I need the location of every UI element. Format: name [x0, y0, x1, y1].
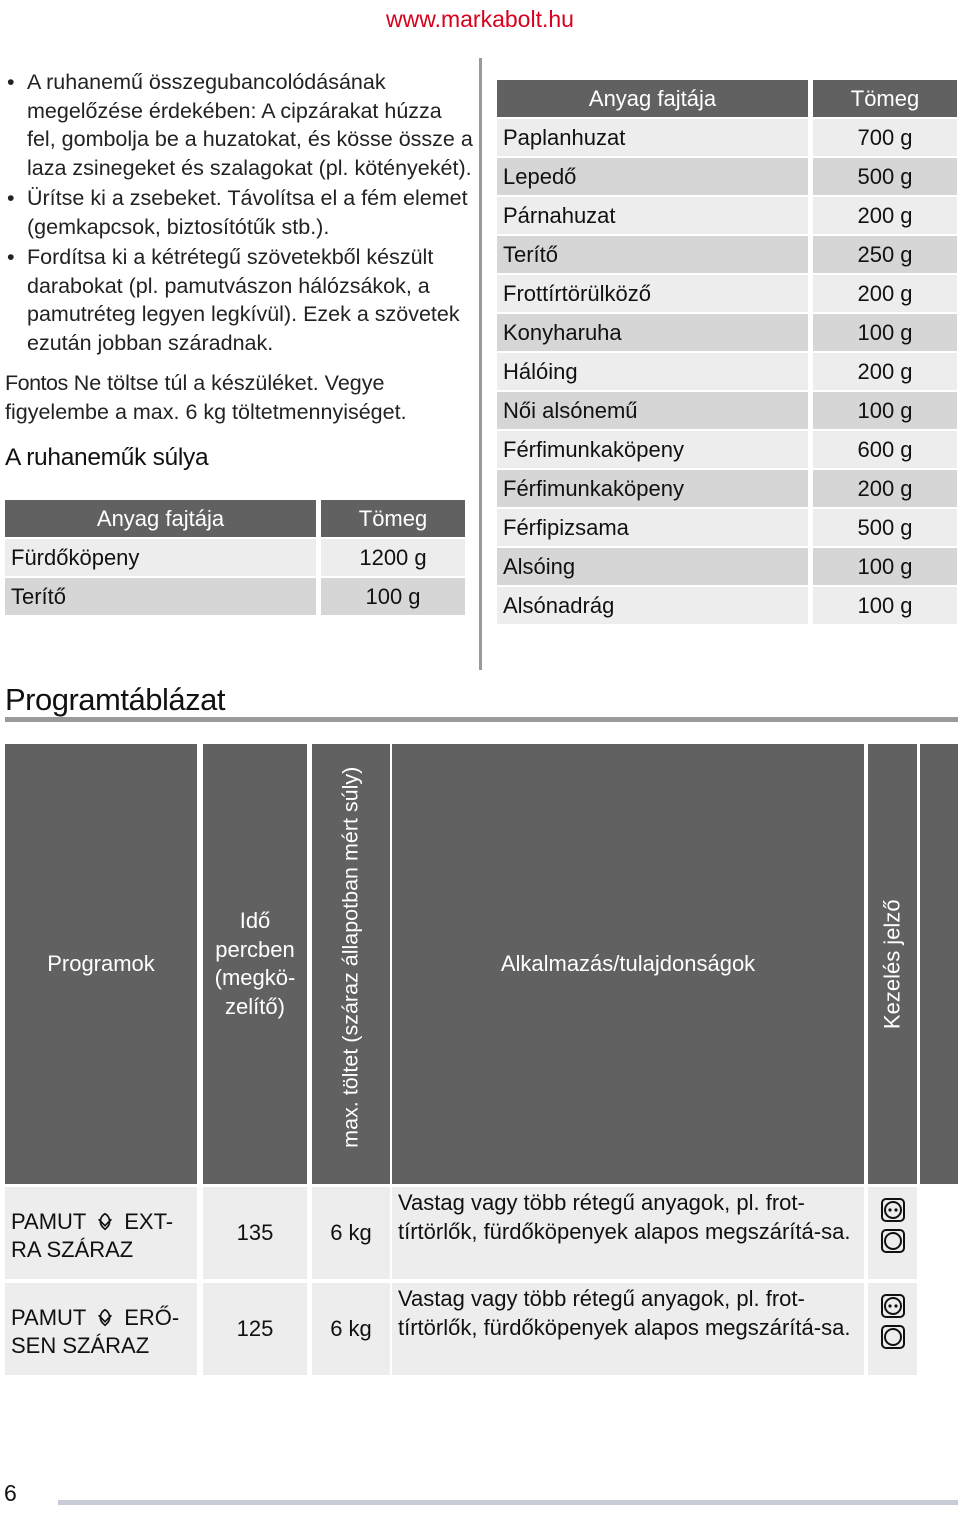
weights-table-large	[497, 78, 957, 626]
left-column	[5, 68, 473, 617]
weight-cell: 1200 g	[321, 539, 465, 576]
material-cell: Párnahuzat	[497, 197, 813, 234]
table-row	[497, 353, 957, 390]
material-cell: Terítő	[5, 578, 321, 615]
page-number: 6	[4, 1480, 17, 1506]
table-row	[497, 236, 957, 273]
program-row	[5, 1187, 917, 1279]
header-max-load-label: max. töltet (száraz állapotban mért súly)	[338, 766, 363, 1148]
weight-cell: 500 g	[813, 158, 957, 195]
bullet-item: • Ürítse ki a zsebeket. Távolítsa el a fém elemet (gemkapcsok, biztosítótűk stb.).	[5, 184, 473, 241]
weight-cell: 100 g	[813, 392, 957, 429]
column-header-weight: Tömeg	[813, 80, 957, 117]
weight-cell: 100 g	[813, 314, 957, 351]
table-row	[497, 509, 957, 546]
tumble-dry-icon	[880, 1324, 906, 1350]
table-row	[497, 548, 957, 585]
load-cell: 6 kg	[312, 1187, 390, 1279]
header-usage	[392, 744, 864, 1184]
program-name-part1: PAMUT	[11, 1208, 86, 1234]
material-cell: Női alsónemű	[497, 392, 813, 429]
table-row	[497, 587, 957, 624]
weight-cell: 100 g	[813, 548, 957, 585]
footer-rule	[58, 1500, 958, 1505]
drying-two-dots-icon	[880, 1197, 906, 1223]
time-cell: 135	[203, 1187, 307, 1279]
weight-cell: 200 g	[813, 470, 957, 507]
material-cell: Alsónadrág	[497, 587, 813, 624]
header-indicator	[868, 744, 917, 1184]
material-cell: Hálóing	[497, 353, 813, 390]
bullet-item: • A ruhanemű összegubancolódásának megelőzése érdekében: A cipzárakat húzza fel, gombolja be a huzatokat, és kösse össze a laza zsinegeket és szalagokat (pl. kötényekét).	[5, 68, 473, 182]
time-cell: 125	[203, 1283, 307, 1375]
weights-table-small	[5, 498, 465, 617]
column-header-weight: Tömeg	[321, 500, 465, 537]
table-row	[497, 314, 957, 351]
indicator-cell	[868, 1283, 917, 1375]
weight-cell: 700 g	[813, 119, 957, 156]
program-name-part1: PAMUT	[11, 1304, 86, 1330]
cotton-icon	[94, 1211, 116, 1233]
weight-cell: 100 g	[321, 578, 465, 615]
material-cell: Terítő	[497, 236, 813, 273]
header-extra	[920, 744, 958, 1184]
weight-cell: 500 g	[813, 509, 957, 546]
weight-cell: 600 g	[813, 431, 957, 468]
table-row	[5, 539, 465, 576]
material-cell: Lepedő	[497, 158, 813, 195]
header-time	[203, 744, 307, 1184]
header-usage-label: Alkalmazás/tulajdonságok	[500, 950, 756, 976]
material-cell: Frottírtörülköző	[497, 275, 813, 312]
column-divider	[479, 58, 482, 670]
note-label: Fontos	[5, 371, 68, 395]
header-programs	[5, 744, 197, 1184]
table-row	[497, 470, 957, 507]
weights-heading: A ruhaneműk súlya	[5, 444, 209, 471]
material-cell: Férfimunkaköpeny	[497, 470, 813, 507]
material-cell: Konyharuha	[497, 314, 813, 351]
header-programs-label: Programok	[47, 950, 155, 976]
material-cell: Paplanhuzat	[497, 119, 813, 156]
tumble-dry-icon	[880, 1228, 906, 1254]
cotton-icon	[94, 1307, 116, 1329]
table-row	[497, 275, 957, 312]
program-table-heading: Programtáblázat	[5, 682, 225, 717]
preparation-bullets	[5, 68, 473, 357]
header-indicator-label: Kezelés jelző	[879, 899, 905, 1029]
usage-cell: Vastag vagy több rétegű anyagok, pl. frot-tírtörlők, fürdőköpenyek alapos megszárítá-sa.	[392, 1187, 864, 1279]
important-note	[5, 369, 473, 426]
table-row	[497, 158, 957, 195]
program-row	[5, 1283, 917, 1375]
weight-cell: 200 g	[813, 353, 957, 390]
table-row	[497, 197, 957, 234]
program-name-part2: ERŐ-SEN SZÁRAZ	[11, 1304, 180, 1358]
header-max-load	[312, 744, 390, 1184]
bullet-item: • Fordítsa ki a kétrétegű szövetekből készült darabokat (pl. pamutvászon hálózsákok, a pamutréteg legyen legkívül). Ezek a szövetek ezután jobban száradnak.	[5, 243, 473, 357]
indicator-cell	[868, 1187, 917, 1279]
weight-cell: 200 g	[813, 197, 957, 234]
table-row	[497, 119, 957, 156]
weight-cell: 250 g	[813, 236, 957, 273]
weight-cell: 100 g	[813, 587, 957, 624]
material-cell: Alsóing	[497, 548, 813, 585]
column-header-material: Anyag fajtája	[497, 80, 813, 117]
material-cell: Férfipizsama	[497, 509, 813, 546]
heading-rule	[5, 717, 958, 722]
table-row	[497, 431, 957, 468]
site-url[interactable]: www.markabolt.hu	[386, 6, 574, 32]
material-cell: Fürdőköpeny	[5, 539, 321, 576]
header-time-label: Idő percben (megkö-zelítő)	[214, 908, 296, 1019]
material-cell: Férfimunkaköpeny	[497, 431, 813, 468]
program-name-part2: EXT-RA SZÁRAZ	[11, 1208, 174, 1262]
note-text: Ne töltse túl a készüléket. Vegye figyelembe a max. 6 kg töltetmennyiséget.	[5, 371, 407, 424]
usage-cell: Vastag vagy több rétegű anyagok, pl. frot-tírtörlők, fürdőköpenyek alapos megszárítá-sa.	[392, 1283, 864, 1375]
table-row	[497, 392, 957, 429]
program-name-cell	[5, 1187, 197, 1279]
load-cell: 6 kg	[312, 1283, 390, 1375]
weight-cell: 200 g	[813, 275, 957, 312]
column-header-material: Anyag fajtája	[5, 500, 321, 537]
drying-two-dots-icon	[880, 1293, 906, 1319]
table-row	[5, 578, 465, 615]
program-name-cell	[5, 1283, 197, 1375]
